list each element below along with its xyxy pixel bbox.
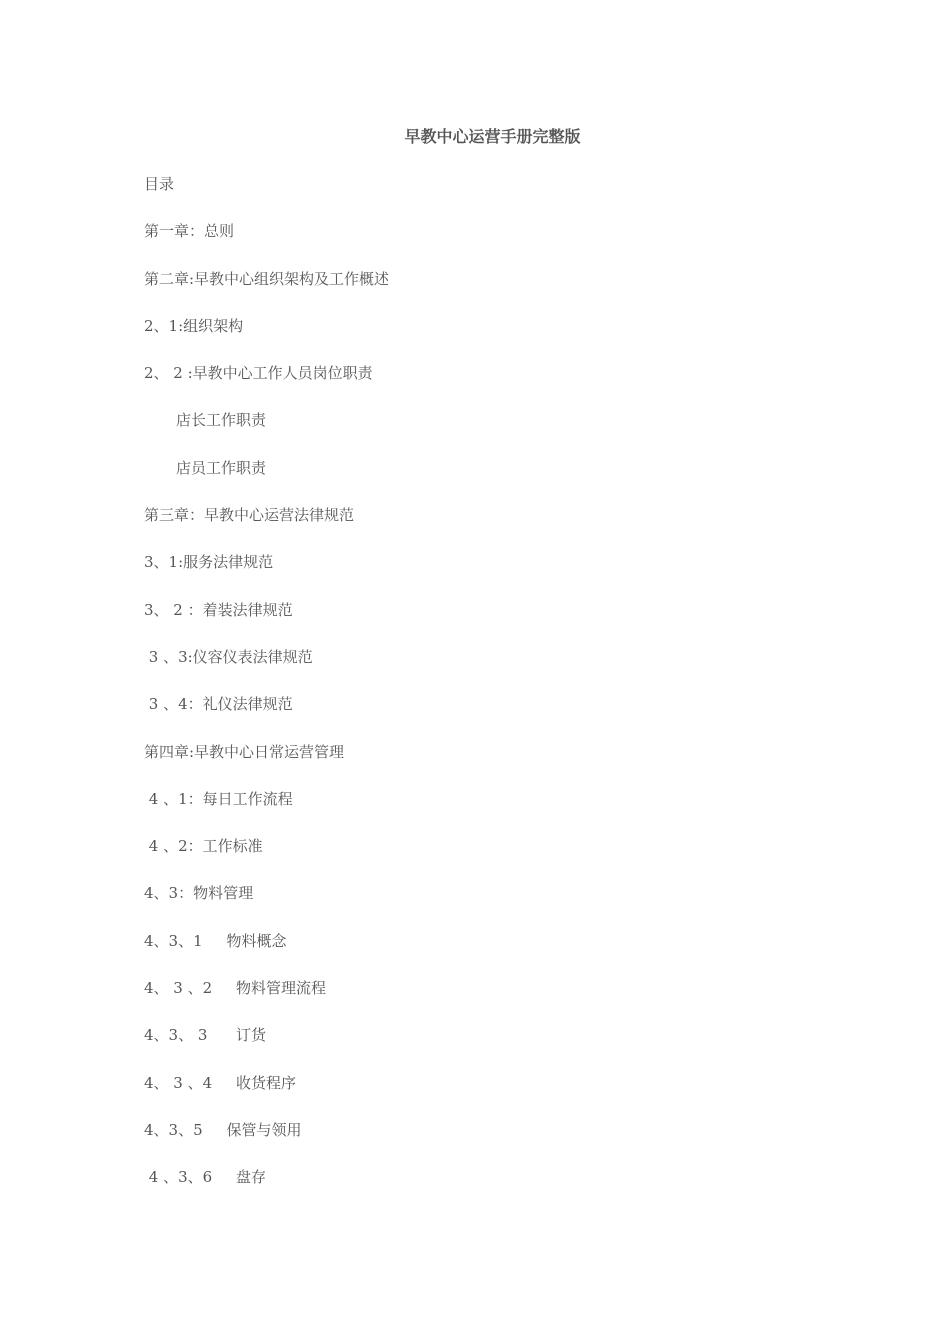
toc-item: 4、 3 、4 收货程序 (144, 1073, 297, 1092)
toc-item: 店长工作职责 (176, 411, 267, 430)
toc-item: 4、3、5 保管与领用 (144, 1120, 302, 1139)
toc-item: 第四章:早教中心日常运营管理 (144, 742, 345, 761)
toc-item: 4 、2：工作标准 (144, 837, 263, 856)
toc-item: 第二章:早教中心组织架构及工作概述 (144, 269, 390, 288)
toc-item: 第三章：早教中心运营法律规范 (144, 506, 355, 525)
toc-item: 4 、1：每日工作流程 (144, 789, 293, 808)
toc-item: 4、 3 、2 物料管理流程 (144, 979, 327, 998)
toc-item: 4 、3、6 盘存 (144, 1168, 267, 1187)
toc-item: 4、3：物料管理 (144, 884, 254, 903)
table-of-contents (144, 172, 844, 1213)
toc-item: 店员工作职责 (176, 458, 267, 477)
toc-item: 3、1:服务法律规范 (144, 553, 274, 572)
toc-item: 3 、3:仪容仪表法律规范 (144, 647, 313, 666)
toc-item: 4、3、1 物料概念 (144, 931, 287, 950)
document-title: 早教中心运营手册完整版 (404, 127, 581, 146)
toc-item: 第一章：总则 (144, 222, 235, 241)
toc-item: 3 、4：礼仪法律规范 (144, 695, 293, 714)
toc-heading: 目录 (144, 175, 175, 193)
toc-item: 4、3、 3 订货 (144, 1026, 267, 1045)
toc-item: 2、1:组织架构 (144, 316, 244, 335)
toc-item: 3、 2 ：着装法律规范 (144, 600, 293, 619)
toc-item: 2、 2 :早教中心工作人员岗位职责 (144, 364, 373, 383)
